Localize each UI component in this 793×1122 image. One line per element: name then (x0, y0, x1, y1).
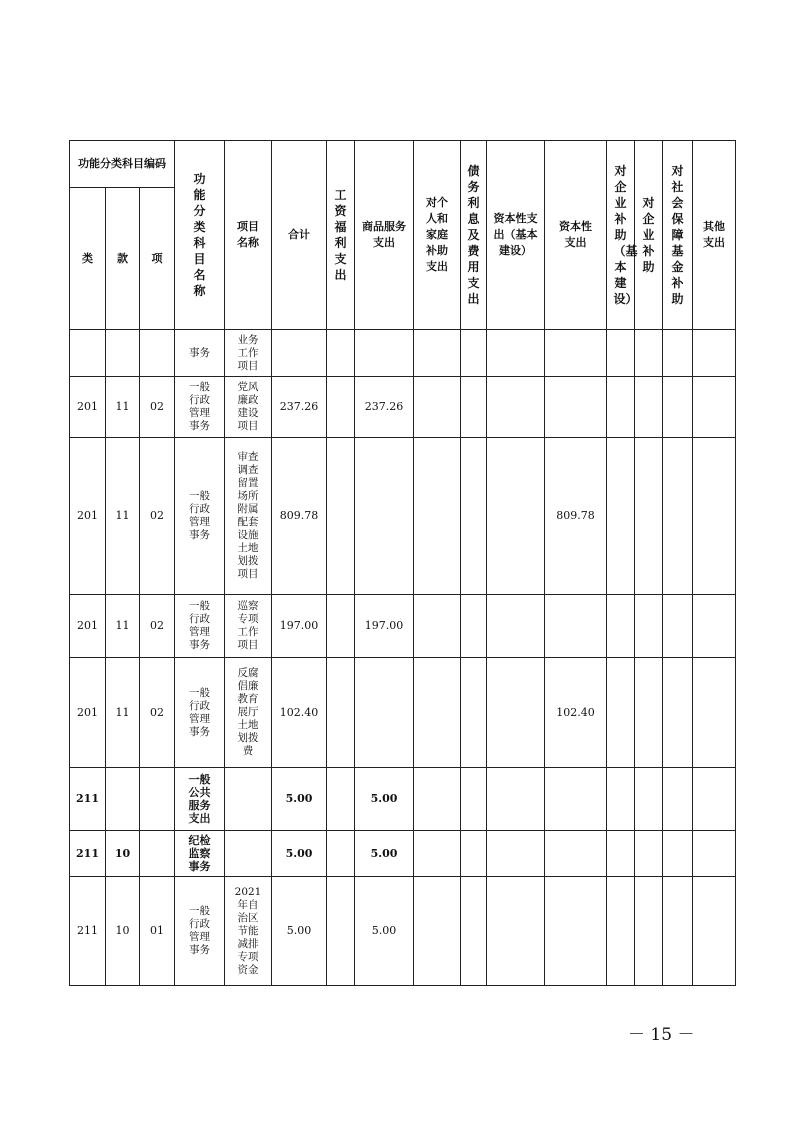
cell-kuan-text: 11 (115, 509, 130, 522)
cell-project-name-text: 2021年自治区节能减排专项资金 (234, 885, 262, 976)
cell-capital-basic (487, 831, 545, 877)
cell-enterprise-basic (607, 658, 635, 768)
cell-total-text: 5.00 (285, 792, 313, 805)
cell-goods-services (355, 595, 414, 658)
cell-other (693, 658, 736, 768)
cell-personal-subsidy (414, 330, 461, 377)
cell-func-name (175, 877, 225, 986)
cell-other (693, 831, 736, 877)
cell-xiang-text: 02 (150, 619, 164, 632)
cell-debt-interest (461, 768, 487, 831)
cell-kuan-text: 11 (115, 400, 130, 413)
cell-lei-text: 211 (76, 846, 99, 860)
cell-enterprise-basic (607, 595, 635, 658)
cell-capital-basic (487, 438, 545, 595)
cell-xiang (140, 877, 175, 986)
cell-kuan (106, 438, 140, 595)
cell-personal-subsidy (414, 768, 461, 831)
cell-func-name (175, 377, 225, 438)
cell-kuan (106, 330, 140, 377)
header-total: 合计 (272, 141, 327, 330)
cell-debt-interest (461, 595, 487, 658)
cell-kuan (106, 595, 140, 658)
cell-lei-text: 211 (76, 792, 99, 805)
cell-social-security (663, 831, 693, 877)
cell-lei (70, 330, 106, 377)
cell-wages (327, 768, 355, 831)
cell-debt-interest (461, 330, 487, 377)
cell-lei-text: 201 (77, 509, 98, 522)
cell-lei (70, 831, 106, 877)
cell-lei-text: 201 (77, 619, 98, 632)
cell-goods-services-text: 5.00 (370, 846, 398, 860)
cell-total-text: 102.40 (279, 705, 319, 719)
cell-project-name (225, 658, 272, 768)
table-row (70, 658, 736, 768)
cell-total (272, 330, 327, 377)
cell-lei (70, 658, 106, 768)
cell-total (272, 877, 327, 986)
cell-func-name (175, 438, 225, 595)
cell-wages (327, 330, 355, 377)
cell-capital-basic (487, 768, 545, 831)
cell-capital-text: 809.78 (556, 509, 595, 522)
cell-total (272, 377, 327, 438)
cell-social-security (663, 330, 693, 377)
header-personal-subsidy: 对个人和家庭补助支出 (414, 141, 461, 330)
cell-lei (70, 438, 106, 595)
cell-other (693, 377, 736, 438)
cell-xiang-text: 01 (150, 924, 164, 937)
cell-goods-services (355, 768, 414, 831)
cell-total (272, 768, 327, 831)
cell-enterprise (635, 595, 663, 658)
cell-capital-basic (487, 330, 545, 377)
cell-wages (327, 658, 355, 768)
cell-debt-interest (461, 438, 487, 595)
cell-project-name-text: 党风廉政建设项目 (237, 381, 259, 432)
cell-func-name-text: 一般行政管理事务 (189, 600, 211, 651)
cell-xiang (140, 831, 175, 877)
cell-personal-subsidy (414, 831, 461, 877)
cell-func-name (175, 658, 225, 768)
cell-kuan-text: 10 (115, 924, 130, 937)
cell-social-security (663, 595, 693, 658)
cell-social-security (663, 438, 693, 595)
budget-table (69, 140, 736, 986)
cell-enterprise-basic (607, 831, 635, 877)
cell-kuan-text: 11 (115, 619, 130, 632)
cell-goods-services-text: 197.00 (364, 619, 404, 632)
cell-xiang (140, 595, 175, 658)
cell-goods-services-text: 5.00 (371, 924, 397, 937)
cell-capital-text: 102.40 (556, 705, 595, 719)
cell-project-name (225, 377, 272, 438)
cell-capital (545, 330, 607, 377)
cell-total (272, 595, 327, 658)
cell-func-name (175, 330, 225, 377)
cell-project-name (225, 438, 272, 595)
cell-lei-text: 211 (77, 924, 98, 937)
cell-func-name-text: 一般行政管理事务 (189, 686, 211, 738)
cell-enterprise (635, 438, 663, 595)
cell-wages (327, 877, 355, 986)
cell-lei (70, 768, 106, 831)
cell-xiang (140, 330, 175, 377)
cell-func-name (175, 595, 225, 658)
cell-goods-services-text: 5.00 (370, 792, 398, 805)
header-kuan: 款 (106, 188, 140, 330)
cell-func-name-text: 一般公共服务支出 (188, 773, 211, 825)
cell-total (272, 658, 327, 768)
cell-total (272, 438, 327, 595)
cell-xiang-text: 02 (150, 400, 164, 413)
cell-capital (545, 877, 607, 986)
cell-total-text: 809.78 (279, 509, 319, 522)
cell-enterprise-basic (607, 438, 635, 595)
cell-func-name-text: 一般行政管理事务 (189, 905, 211, 956)
cell-debt-interest (461, 377, 487, 438)
cell-project-name (225, 877, 272, 986)
cell-goods-services (355, 438, 414, 595)
cell-total-text: 197.00 (279, 619, 319, 632)
cell-enterprise (635, 877, 663, 986)
cell-other (693, 877, 736, 986)
cell-lei-text: 201 (77, 400, 98, 413)
cell-capital (545, 831, 607, 877)
table-row (70, 377, 736, 438)
header-debt-interest: 债务利息及费用支出 (461, 141, 487, 330)
table-row (70, 438, 736, 595)
cell-capital-basic (487, 877, 545, 986)
header-other: 其他支出 (693, 141, 736, 330)
cell-social-security (663, 877, 693, 986)
cell-capital (545, 768, 607, 831)
cell-enterprise-basic (607, 877, 635, 986)
header-capital-basic: 资本性支出（基本建设） (487, 141, 545, 330)
table-row (70, 831, 736, 877)
cell-project-name-text: 业务工作项目 (237, 333, 259, 372)
cell-capital (545, 377, 607, 438)
cell-xiang (140, 438, 175, 595)
cell-capital (545, 438, 607, 595)
cell-func-name (175, 831, 225, 877)
cell-personal-subsidy (414, 877, 461, 986)
cell-kuan-text: 11 (115, 705, 130, 719)
cell-debt-interest (461, 658, 487, 768)
table-row (70, 330, 736, 377)
cell-xiang (140, 377, 175, 438)
cell-total-text: 237.26 (279, 400, 319, 413)
cell-project-name (225, 595, 272, 658)
cell-capital (545, 595, 607, 658)
header-project-name: 项目名称 (225, 141, 272, 330)
cell-enterprise (635, 377, 663, 438)
cell-lei (70, 877, 106, 986)
cell-social-security (663, 377, 693, 438)
cell-capital (545, 658, 607, 768)
cell-wages (327, 377, 355, 438)
header-enterprise-basic: 对企业补助（基本建设） (607, 141, 635, 330)
cell-wages (327, 831, 355, 877)
header-goods-services: 商品服务支出 (355, 141, 414, 330)
cell-goods-services (355, 377, 414, 438)
header-capital: 资本性支出 (545, 141, 607, 330)
cell-goods-services (355, 658, 414, 768)
header-enterprise: 对企业补助 (635, 141, 663, 330)
cell-enterprise (635, 330, 663, 377)
cell-xiang (140, 658, 175, 768)
cell-enterprise-basic (607, 768, 635, 831)
cell-personal-subsidy (414, 438, 461, 595)
cell-project-name (225, 330, 272, 377)
cell-other (693, 595, 736, 658)
cell-project-name (225, 768, 272, 831)
cell-func-name-text: 纪检监察事务 (188, 834, 211, 873)
cell-func-name-text: 一般行政管理事务 (189, 381, 211, 432)
cell-func-name-text: 事务 (189, 346, 211, 359)
cell-xiang-text: 02 (150, 509, 164, 522)
header-xiang: 项 (140, 188, 175, 330)
cell-capital-basic (487, 658, 545, 768)
cell-kuan (106, 877, 140, 986)
cell-capital-basic (487, 595, 545, 658)
cell-lei (70, 377, 106, 438)
cell-project-name-text: 审查调查留置场所附属配套设施土地划拨项目 (237, 451, 259, 580)
cell-goods-services (355, 831, 414, 877)
header-wages: 工资福利支出 (327, 141, 355, 330)
table-row (70, 877, 736, 986)
cell-personal-subsidy (414, 377, 461, 438)
cell-debt-interest (461, 877, 487, 986)
cell-enterprise (635, 768, 663, 831)
cell-lei (70, 595, 106, 658)
cell-wages (327, 595, 355, 658)
cell-goods-services (355, 330, 414, 377)
cell-goods-services-text: 237.26 (364, 400, 404, 413)
cell-enterprise-basic (607, 330, 635, 377)
cell-other (693, 438, 736, 595)
cell-debt-interest (461, 831, 487, 877)
cell-enterprise (635, 658, 663, 768)
header-func-name: 功能分类科目名称 (175, 141, 225, 330)
cell-func-name (175, 768, 225, 831)
table-row (70, 595, 736, 658)
cell-wages (327, 438, 355, 595)
cell-total (272, 831, 327, 877)
cell-other (693, 330, 736, 377)
cell-goods-services (355, 877, 414, 986)
cell-total-text: 5.00 (285, 846, 313, 860)
cell-enterprise-basic (607, 377, 635, 438)
cell-social-security (663, 658, 693, 768)
cell-kuan (106, 768, 140, 831)
cell-social-security (663, 768, 693, 831)
cell-kuan (106, 377, 140, 438)
cell-xiang (140, 768, 175, 831)
cell-capital-basic (487, 377, 545, 438)
cell-lei-text: 201 (77, 705, 98, 719)
header-lei: 类 (70, 188, 106, 330)
cell-personal-subsidy (414, 595, 461, 658)
header-code-group: 功能分类科目编码 (70, 141, 175, 188)
cell-kuan (106, 831, 140, 877)
page-number: － 15 － (628, 1025, 695, 1045)
cell-kuan-text: 10 (114, 846, 131, 860)
table-row (70, 768, 736, 831)
cell-personal-subsidy (414, 658, 461, 768)
cell-kuan (106, 658, 140, 768)
cell-project-name (225, 831, 272, 877)
cell-xiang-text: 02 (150, 705, 164, 719)
cell-project-name-text: 反腐倡廉教育展厅土地划拨费 (237, 667, 259, 757)
cell-enterprise (635, 831, 663, 877)
cell-func-name-text: 一般行政管理事务 (189, 490, 211, 541)
cell-other (693, 768, 736, 831)
header-social-security: 对社会保障基金补助 (663, 141, 693, 330)
cell-project-name-text: 巡察专项工作项目 (237, 600, 259, 651)
cell-total-text: 5.00 (286, 924, 312, 937)
